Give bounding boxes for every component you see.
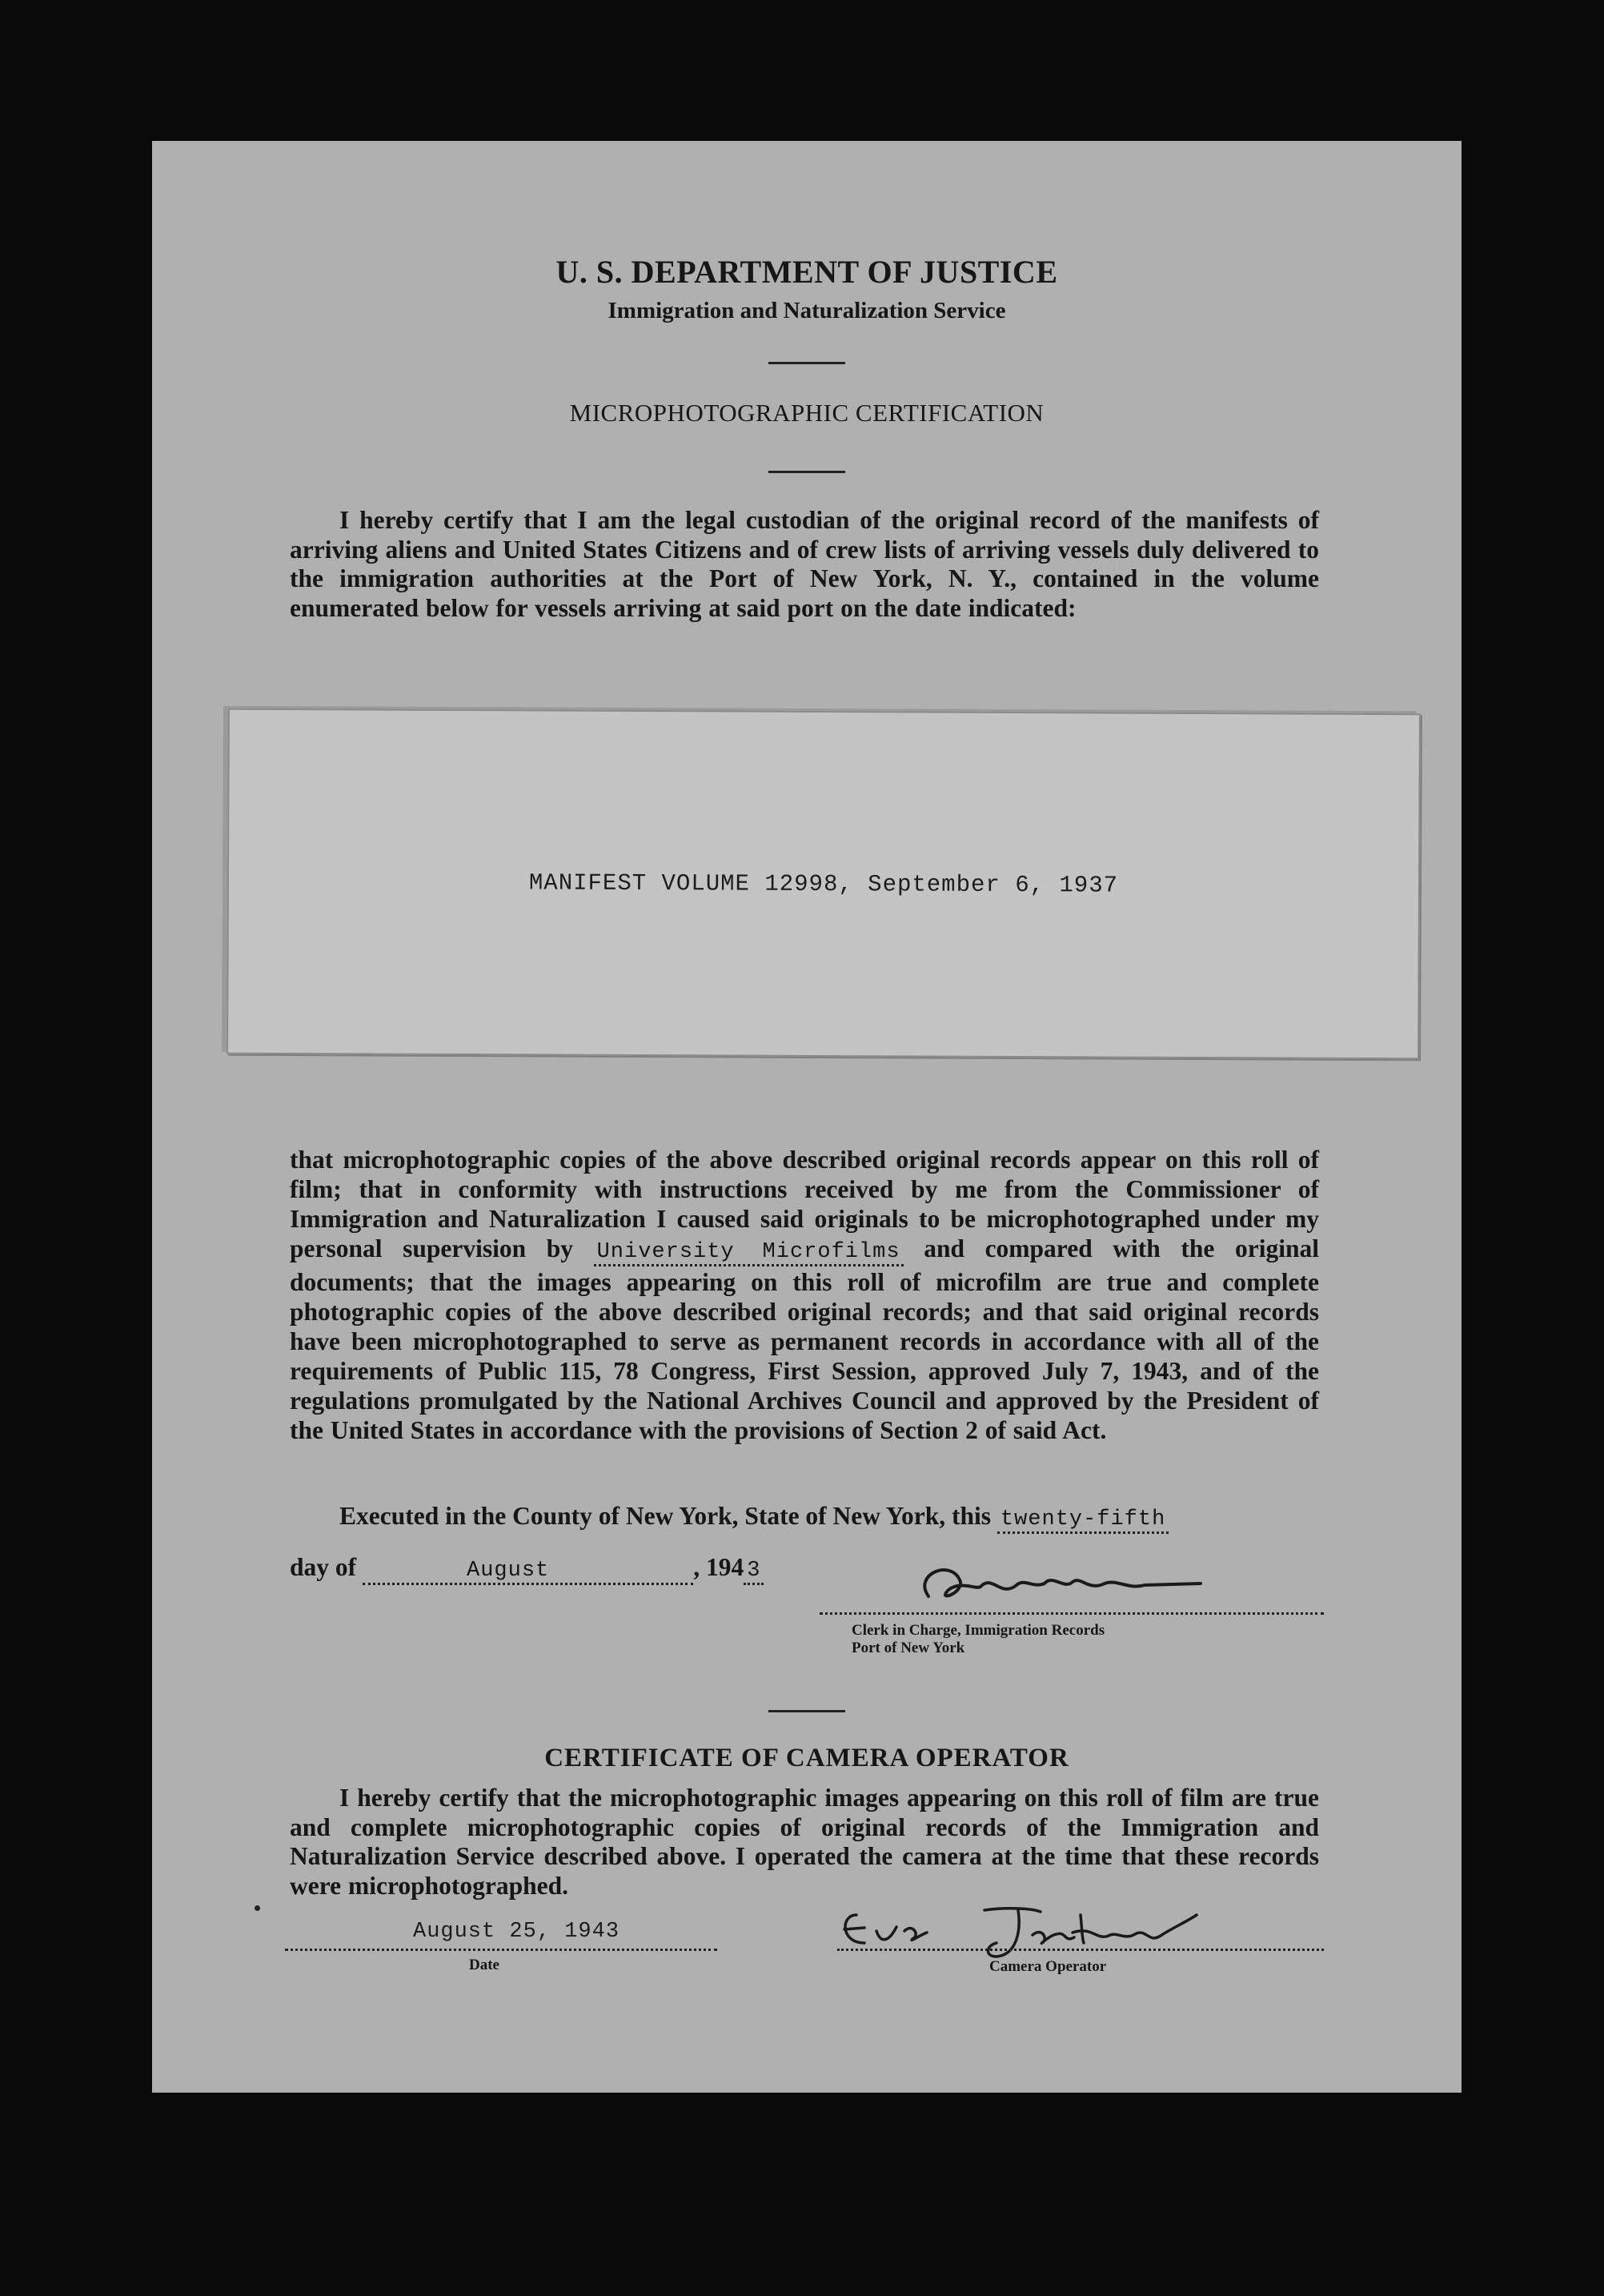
- camera-operator-label: Camera Operator: [989, 1958, 1107, 1975]
- day-of-label: day of: [290, 1553, 357, 1581]
- body-text-part2: and compared with the original documents; that the images appearing on this roll of microfilm are true and complete photographic copies of the above described original records; and that said original records have been microphotographed to serve as permanent records in accordance with all of the requirements of Public 115, 78 Congress, First Session, approved July 7, 1943, and of the regulations promulgated by the National Archives Council and approved by the President of the United States in accordance with the provisions of Section 2 of said Act.: [290, 1234, 1319, 1444]
- clerk-signature-line: [820, 1612, 1324, 1615]
- custodian-paragraph: I hereby certify that I am the legal custodian of the original record of the manifests of arriving aliens and United States Citizens and of crew lists of arriving vessels duly delivered to the immigration authorities at the Port of New York, N. Y., contained in the volume enumerated below for vessels arriving at said port on the date indicated:: [290, 506, 1319, 622]
- ink-dot: [255, 1905, 260, 1911]
- service-subheading: Immigration and Naturalization Service: [608, 298, 1006, 323]
- date-label: Date: [469, 1957, 499, 1973]
- year-field: 3: [744, 1559, 764, 1585]
- clerk-signature: [904, 1558, 1225, 1614]
- camera-date-value: August 25, 1943: [413, 1920, 620, 1944]
- department-heading: U. S. DEPARTMENT OF JUSTICE: [555, 254, 1058, 290]
- clerk-title-line1: Clerk in Charge, Immigration Records: [852, 1622, 1105, 1639]
- manifest-volume-text: MANIFEST VOLUME 12998, September 6, 1937: [528, 869, 1119, 899]
- executed-line: [339, 1502, 1319, 1531]
- day-field: twenty-fifth: [997, 1507, 1169, 1534]
- executed-prefix: Executed in the County of New York, State of New York, this: [339, 1502, 992, 1530]
- manifest-slip: [227, 708, 1421, 1059]
- camera-operator-heading: CERTIFICATE OF CAMERA OPERATOR: [544, 1744, 1069, 1772]
- certificate-sheet: [152, 141, 1462, 2093]
- camera-operator-paragraph: I hereby certify that the microphotographic images appearing on this roll of film are true and complete microphotographic copies of original records of the Immigration and Naturalization Service described above. I operated the camera at the time that these records were microphotographed.: [290, 1784, 1319, 1900]
- divider-rule: [768, 1710, 845, 1712]
- clerk-title-line2: Port of New York: [852, 1640, 965, 1656]
- date-signature-line: [285, 1949, 717, 1951]
- year-prefix: , 194: [693, 1553, 744, 1581]
- date-line: [290, 1553, 1010, 1583]
- body-text-part1: that microphotographic copies of the above described original records appear on this roll of film; that in conformity with instructions received by me from the Commissioner of Immigration and Naturalization I caused said originals to be microphotographed under my personal supervision by: [290, 1146, 1319, 1262]
- month-field: August: [363, 1559, 693, 1585]
- supervisor-field: University Microfilms: [594, 1240, 904, 1266]
- clerk-title: [852, 1622, 1105, 1657]
- certification-body: [290, 1145, 1319, 1445]
- operator-signature-line: [837, 1949, 1324, 1951]
- divider-rule: [768, 471, 845, 473]
- divider-rule: [768, 362, 845, 364]
- certification-title: MICROPHOTOGRAPHIC CERTIFICATION: [569, 399, 1045, 427]
